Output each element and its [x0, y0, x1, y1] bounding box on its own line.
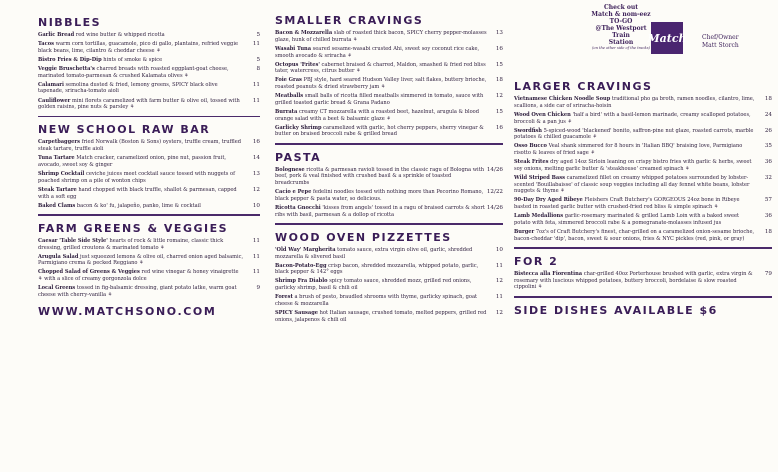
- menu-item-description: fried Norwalk (Boston & Sons) oysters, truffle cream, truffled steak tartare, truffle aioli: [38, 139, 242, 153]
- menu-item-description: 5-spiced-wood 'blackened' bonito, saffron-pine nut glaze, roasted carrots, marble potatoes & chilled guacamole ⚘: [514, 127, 754, 141]
- section-title-pasta: PASTA: [275, 150, 322, 164]
- menu-item-name: Bacon & Mozzarella: [275, 30, 333, 36]
- menu-item: [275, 62, 503, 75]
- menu-item-price: 13: [252, 171, 260, 178]
- menu-item-price: 24: [764, 111, 772, 118]
- menu-item: [275, 294, 503, 307]
- menu-item-name: Foie Gras: [275, 77, 302, 84]
- menu-item-name: Lamb Medallions: [514, 213, 564, 220]
- pasta-list: [275, 167, 503, 219]
- menu-item-description: PBJ style, hard seared Hudson Valley liver, salt flakes, buttery brioche, roasted peanuts & dried strawberry jam ⚘: [275, 77, 487, 91]
- menu-item-name: Octopus 'Frites': [275, 61, 320, 68]
- menu-item-price: 18: [495, 77, 503, 84]
- callout-line: Check out: [604, 4, 638, 11]
- callout-line: TO-GO: [609, 18, 633, 25]
- menu-item-description: hearts of rock & little romaine, classic thick dressing, grilled croutons & marinated tomato ⚘: [38, 237, 224, 251]
- menu-item-name: Osso Bucco: [514, 143, 547, 150]
- menu-item: [514, 159, 772, 172]
- menu-item-price: 14/26: [486, 204, 503, 211]
- column-right: [514, 0, 772, 317]
- menu-item-price: 15: [495, 61, 503, 68]
- menu-item: [514, 128, 772, 141]
- divider: [275, 223, 503, 225]
- menu-item-price: 36: [764, 159, 772, 166]
- menu-item-price: 11: [252, 97, 260, 104]
- menu-item-description: semolina dusted & fried, lemony greens, SPICY black olive tapenade, sriracha-tomato aioli: [38, 81, 218, 95]
- menu-item-description: just squeezed lemons & olive oil, charred onion aged balsamic, Parmigiano crema & pecked Reggiano ⚘: [38, 253, 244, 267]
- menu-item-name: Bistecca alla Fiorentina: [514, 270, 583, 277]
- larger-cravings-list: [514, 96, 772, 242]
- section-title-farm-greens: FARM GREENS & VEGGIES: [38, 221, 229, 235]
- menu-item: [38, 66, 260, 79]
- menu-item: [38, 171, 260, 184]
- menu-item-description: hot Italian sausage, crushed tomato, melted peppers, grilled red onions, jalapenos & chili oil: [275, 310, 487, 323]
- menu-item: [38, 41, 260, 54]
- menu-item-price: 16: [252, 139, 260, 146]
- menu-item-price: 16: [495, 124, 503, 131]
- menu-item: [514, 112, 772, 125]
- menu-item: [38, 98, 260, 111]
- website-url[interactable]: WWW.MATCHSONO.COM: [38, 305, 217, 319]
- menu-item-name: Steak Frites: [514, 159, 549, 166]
- menu-item-description: tossed in fig-balsamic dressing, giant potato latke, warm goat cheese with cherry-vanilla ⚘: [38, 285, 237, 298]
- menu-item-price: 9: [256, 285, 260, 292]
- menu-item-description: Match cracker, caramelized onion, pine nut, passion fruit, avocado, sweet soy & ginger: [38, 155, 227, 168]
- column-middle: [275, 0, 503, 326]
- menu-item-name: Caesar 'Table Side Style': [38, 237, 108, 244]
- menu-item: [275, 247, 503, 260]
- menu-item-price: 14/26: [486, 166, 503, 173]
- menu-item-description: bacon & ko' fu, jalapeño, panko, lime & cocktail: [76, 202, 201, 209]
- menu-item-price: 8: [256, 65, 260, 72]
- menu-item-description: fedelini noodles tossed with nothing more than Pecorino Romano, black pepper & pasta water, so delicious.: [275, 189, 484, 202]
- menu-item-name: Bolognese: [275, 166, 305, 173]
- menu-item-description: creamy CT mozzarella with a roasted beet, hazelnut, arugula & blood orange salad with a beet & balsamic glaze ⚘: [275, 108, 479, 122]
- menu-item-price: 11: [252, 269, 260, 276]
- menu-item-description: Fleishers Craft Butchery's GORGEOUS 24oz bone in Ribeye basted in roasted garlic butter with crushed-fried red bliss & simple spinach ⚘: [514, 197, 740, 211]
- menu-item-description: hand chopped with black truffle, shallot & parmesan, capped with a soft egg: [38, 186, 237, 200]
- menu-item-description: crisp bacon, shredded mozzarella, whipped potato, garlic, black pepper & 142° eggs: [275, 262, 479, 276]
- menu-item: [514, 213, 772, 226]
- menu-item-price: 5: [256, 32, 260, 38]
- menu-item-price: 12: [252, 186, 260, 193]
- menu-item-description: caramelized with garlic, hot cherry peppers, sherry vinegar & butter on braised broccoli rabe & grilled bread: [275, 124, 484, 138]
- menu-item-description: warm corn tortillas, guacamole, pico di gallo, plantains, refried veggie black beans, lime, cilantro & cheddar cheese ⚘: [38, 41, 238, 54]
- menu-item-description: seared sesame-wasabi crusted Ahi, sweet soy coconut rice cake, smooth avocado & sriracha ⚘: [275, 45, 480, 59]
- menu-item-price: 12: [495, 310, 503, 317]
- menu-item-description: charred breads with roasted eggplant-goat cheese, marinated tomato-parmesan & crushed Kalamata olives ⚘: [38, 65, 229, 79]
- menu-item-description: dry aged 14oz Sirloin leaning on crispy bistro fries with garlic & herbs, sweet soy onions, melting garlic butter & 'steakhouse' creamed spinach ⚘: [514, 159, 752, 172]
- menu-item-price: 18: [764, 229, 772, 236]
- menu-item-description: tomato sauce, extra virgin olive oil, garlic, shredded mozzarella & slivered basil: [275, 246, 473, 260]
- menu-item-name: Shrimp Fra Diablo: [275, 278, 328, 285]
- menu-item-description: garlic-rosemary marinated & grilled Lamb Loin with a baked sweet potato with feta, simmered broccoli rabe & a pomegranate-molasses infused jus: [514, 213, 740, 226]
- menu-item: [275, 93, 503, 106]
- menu-item: [275, 205, 503, 218]
- menu-item-price: 12: [495, 278, 503, 285]
- menu-item-description: mini florets caramelized with farm butter & olive oil, tossed with golden raisins, pine nuts & parsley ⚘: [38, 97, 240, 111]
- menu-item-price: 10: [495, 246, 503, 253]
- menu-item-description: char-grilled 40oz Porterhouse brushed with garlic, extra virgin & rosemary with luscious whipped potatoes, buttery broccoli, bordelaise & slow roasted cippolini ⚘: [514, 270, 753, 291]
- menu-item-description: a brush of pesto, braudled shrooms with thyme, garlicky spinach, goat cheese & mozzarella: [275, 294, 478, 307]
- menu-item-price: 14: [252, 155, 260, 162]
- menu-item-name: Veggie Bruschetta's: [38, 65, 95, 72]
- menu-item-price: 11: [252, 81, 260, 88]
- farm-greens-list: [38, 238, 260, 299]
- section-title-larger-cravings: LARGER CRAVINGS: [514, 80, 653, 93]
- menu-item-price: 15: [495, 108, 503, 115]
- menu-item-price: 16: [495, 45, 503, 52]
- menu-item-name: Burger: [514, 229, 535, 236]
- menu-item-price: 35: [764, 143, 772, 150]
- menu-item-name: 90-Day Dry Aged Ribeye: [514, 197, 583, 204]
- chef-role: Chef/Owner: [702, 34, 739, 41]
- menu-item-description: ricotta & parmesan ravioli tossed in the classic ragu of Bologna with beef, pork & veal finished with crushed basil & a sprinkle of toasted breadcrumbs: [275, 166, 485, 187]
- menu-item-name: Garlic Bread: [38, 32, 75, 38]
- menu-item-name: Carpetbaggers: [38, 139, 80, 146]
- divider: [514, 247, 772, 249]
- menu-item: [38, 187, 260, 200]
- menu-item: [514, 197, 772, 210]
- menu-item-description: 'half a bird' with a basil-lemon marinade, creamy scalloped potatoes, broccoli & a pan jus ⚘: [514, 111, 751, 125]
- divider: [38, 116, 260, 118]
- menu-item-name: Calamari: [38, 81, 64, 88]
- menu-item-price: 57: [764, 197, 772, 204]
- menu-item-price: 32: [764, 174, 772, 181]
- menu-item-name: Forest: [275, 294, 293, 301]
- menu-item-price: 36: [764, 213, 772, 220]
- menu-item: [514, 96, 772, 109]
- menu-item: [275, 310, 503, 323]
- menu-item-description: 'kisses from angels' tossed in a ragu of braised carrots & short ribs with basil, parmesan & a dollop of ricotta: [275, 204, 485, 218]
- menu-item: [275, 46, 503, 59]
- for-2-list: [514, 271, 772, 291]
- menu-item-name: Bistro Fries & Dip-Dip: [38, 56, 102, 63]
- menu-item-name: Baked Clams: [38, 202, 76, 209]
- menu-item-price: 79: [764, 270, 772, 277]
- menu-item-name: Arugula Salad: [38, 253, 79, 260]
- section-title-pizzettes: WOOD OVEN PIZZETTES: [275, 230, 452, 244]
- menu-item-price: 12/22: [486, 189, 503, 196]
- menu-item-description: ceviche juices meet cocktail sauce tossed with nuggets of poached shrimp on a pile of wonton chips: [38, 171, 235, 184]
- menu-item-name: Steak Tartare: [38, 186, 77, 193]
- menu-item-name: Shrimp Cocktail: [38, 171, 85, 178]
- menu-item-description: traditional pho ga broth, ramen noodles, cilantro, lime, scallions, a side car of sriracha-hoisin: [514, 96, 755, 109]
- menu-item: [275, 263, 503, 276]
- section-title-for-2: FOR 2: [514, 254, 559, 268]
- menu-item: [38, 269, 260, 282]
- menu-item: [38, 155, 260, 168]
- callout-line: @The Westport Train: [595, 25, 647, 39]
- menu-item-name: SPICY Sausage: [275, 310, 319, 317]
- menu-item-name: Swordfish: [514, 127, 542, 134]
- menu-item-description: caramelized fillet on creamy whipped potatoes surrounded by lobster-scented 'Bouillabaisse' of classic soup veggies including all day fennel white beans, lobster nuggets & thyme ⚘: [514, 174, 750, 195]
- column-left: [38, 0, 260, 318]
- menu-item-name: Bacon-Potato-Egg: [275, 262, 327, 269]
- menu-item-price: 11: [252, 237, 260, 244]
- menu-item-name: 'Old Way' Margherita: [275, 246, 336, 253]
- menu-item-name: Vietnamese Chicken Noodle Soup: [514, 96, 611, 102]
- menu-item-name: Ricotta Gnocchi: [275, 204, 321, 211]
- menu-item-name: Wild Striped Bass: [514, 174, 565, 181]
- divider: [514, 296, 772, 298]
- menu-item-price: 26: [764, 127, 772, 134]
- menu-item: [275, 109, 503, 122]
- chef-name: Matt Storch: [702, 41, 739, 49]
- section-title-smaller-cravings: SMALLER CRAVINGS: [275, 14, 424, 27]
- menu-item: [514, 271, 772, 291]
- menu-item-name: Garlicky Shrimp: [275, 124, 322, 131]
- menu-item: [275, 77, 503, 90]
- menu-item-name: Burrata: [275, 108, 298, 115]
- menu-item-name: Wasabi Tuna: [275, 45, 312, 52]
- menu-item: [38, 32, 260, 39]
- menu-item-name: Meatballs: [275, 93, 304, 100]
- menu-item-description: Veal shank simmered for 8 hours in 'Italian BBQ' braising love, Parmigiano risotto & leaves of fried sage ⚘: [514, 143, 743, 157]
- menu-item-price: 13: [495, 30, 503, 36]
- divider: [38, 214, 260, 216]
- menu-item-name: Local Greens: [38, 285, 76, 292]
- menu-item: [38, 57, 260, 64]
- menu-item-name: Tuna Tartare: [38, 155, 75, 162]
- menu-item: [38, 238, 260, 251]
- menu-item: [38, 285, 260, 298]
- menu-item-description: red wine butter & whipped ricotta: [75, 32, 165, 38]
- menu-item-name: Cauliflower: [38, 97, 71, 104]
- menu-item: [38, 82, 260, 95]
- pizzettes-list: [275, 247, 503, 324]
- callout-line: Match & nom-eez: [591, 11, 651, 18]
- menu-item-description: red wine vinegar & honey vinaigrette ⚘ with a slice of creamy gorgonzola dolce: [38, 269, 239, 283]
- menu-item-price: 11: [495, 294, 503, 301]
- menu-item: [38, 139, 260, 152]
- smaller-cravings-list: [275, 30, 503, 138]
- menu-item-price: 12: [495, 93, 503, 100]
- menu-item: [275, 30, 503, 43]
- menu-item: [275, 189, 503, 202]
- menu-item-description: spicy tomato sauce, shredded mozz, grilled red onions, garlicky shrimp, basil & chili oil: [275, 278, 472, 292]
- menu-item-name: Cacio e Pepe: [275, 189, 312, 196]
- menu-item-description: cabernet braised & charred, Maldon, smashed & fried red bliss tater, watercress, citrus butter ⚘: [275, 61, 486, 75]
- callout-subtext: (on the other side of the tracks): [592, 46, 650, 50]
- side-dishes-banner: SIDE DISHES AVAILABLE $6: [514, 303, 718, 317]
- menu-item-name: Tacos: [38, 41, 54, 48]
- match-logo: Match: [651, 22, 683, 54]
- menu-item: [38, 203, 260, 210]
- callout-line: Station: [608, 39, 634, 46]
- menu-item-name: Chopped Salad of Greens & Veggies: [38, 269, 140, 276]
- menu-item-description: slab of roasted thick bacon, SPICY cherry pepper-molasses glaze, hunk of chilled burrata ⚘: [275, 30, 487, 43]
- section-title-raw-bar: NEW SCHOOL RAW BAR: [38, 123, 211, 137]
- menu-item: [514, 143, 772, 156]
- menu-item-price: 5: [256, 56, 260, 63]
- raw-bar-list: [38, 139, 260, 209]
- menu-item: [38, 254, 260, 267]
- menu-item-price: 18: [764, 96, 772, 102]
- nibbles-list: [38, 32, 260, 111]
- menu-item-price: 11: [252, 41, 260, 48]
- divider: [275, 143, 503, 145]
- menu-item-name: Wood Oven Chicken: [514, 111, 571, 118]
- menu-item: [275, 125, 503, 138]
- menu-item-description: hints of smoke & spice: [103, 56, 163, 63]
- menu-item: [275, 278, 503, 291]
- menu-item-price: 11: [495, 262, 503, 269]
- menu-item-price: 10: [252, 202, 260, 209]
- menu-item-price: 11: [252, 253, 260, 260]
- section-title-nibbles: NIBBLES: [38, 16, 102, 29]
- menu-item: [514, 229, 772, 242]
- menu-item: [275, 167, 503, 187]
- menu-item-description: small balls of ricotta filled meatballs simmered in tomato, sauce with grilled toasted garlic bread & Grana Padano: [275, 93, 484, 106]
- menu-item-description: 7oz's of Craft Butchery's finest, char-grilled on a caramelized onion-sesame brioche, bacon-cheddar 'dip', bacon, sweet & sour onions, fries & NYC pickles (red, pink, or gray): [514, 229, 755, 242]
- menu-item: [514, 175, 772, 195]
